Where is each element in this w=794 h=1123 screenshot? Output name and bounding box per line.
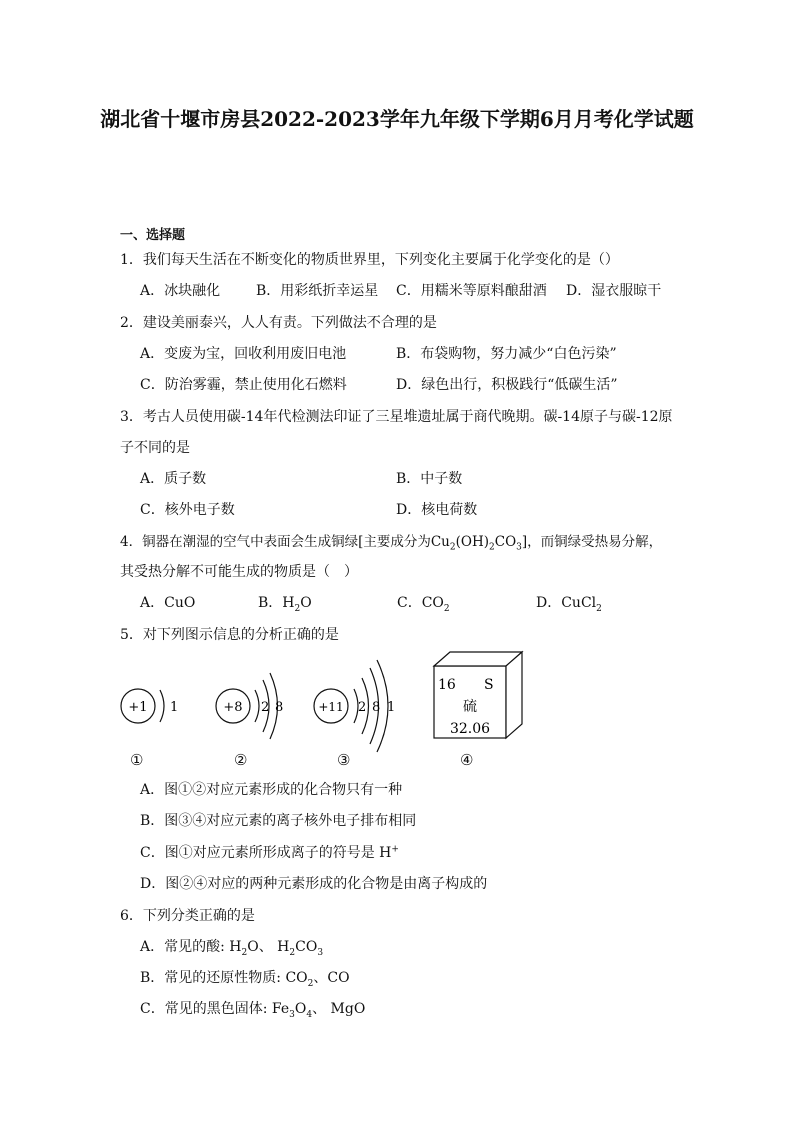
- q2-option-d: D．绿色出行，积极践行“低碳生活”: [396, 377, 618, 393]
- atom3-shell-3: 1: [387, 700, 396, 715]
- page-title: 湖北省十堰市房县2022-2023学年九年级下学期6月月考化学试题: [100, 107, 694, 131]
- q6-option-c: C．常见的黑色固体: $Fe_3O_4$、 MgO: [140, 1001, 366, 1020]
- q6-option-a: A．常见的酸: $H_2O$、 $H_2CO_3$: [140, 939, 324, 958]
- atom2-nucleus: +8: [223, 700, 243, 715]
- q1-option-d: D．湿衣服晾干: [566, 283, 662, 299]
- q2-option-a: A．变废为宝，回收利用废旧电池: [140, 346, 347, 362]
- question-3-stem-line1: 3．考古人员使用碳-14年代检测法印证了三星堆遗址属于商代晚期。碳-14原子与碳-12原: [120, 409, 673, 425]
- q3-option-a: A．质子数: [140, 471, 207, 487]
- q1-option-a: A．冰块融化: [140, 283, 221, 299]
- section-heading: 一、选择题: [120, 228, 186, 243]
- q4-option-c: C．$CO_2$: [397, 595, 450, 614]
- element-symbol: S: [484, 677, 494, 693]
- question-3-stem-line2: 子不同的是: [120, 440, 190, 456]
- element-atomic-mass: 32.06: [449, 721, 491, 737]
- q2-option-c: C．防治雾霾，禁止使用化石燃料: [140, 377, 347, 393]
- q5-option-c: C．图①对应元素所形成离子的符号是 H+: [140, 844, 399, 861]
- q1-option-c: C．用糯米等原料酿甜酒: [396, 283, 547, 299]
- q4-option-d: D．CuCl$_2$: [536, 595, 602, 614]
- q6-option-b: B．常见的还原性物质: $CO_2$、CO: [140, 970, 350, 989]
- question-4-stem-line1: 4．铜器在潮湿的空气中表面会生成铜绿[主要成分为$Cu_2(OH)_2CO_3$]，而铜绿受热易分解，: [120, 534, 663, 553]
- atom3-nucleus: +11: [318, 700, 344, 714]
- element-name: 硫: [463, 699, 477, 715]
- q5-option-d: D．图②④对应的两种元素形成的化合物是由离子构成的: [140, 876, 488, 892]
- atom3-shell-2: 8: [372, 700, 381, 715]
- question-1-stem: 1．我们每天生活在不断变化的物质世界里，下列变化主要属于化学变化的是（）: [120, 252, 619, 268]
- atom2-shell-2: 8: [275, 700, 284, 715]
- question-5-stem: 5．对下列图示信息的分析正确的是: [120, 627, 339, 643]
- element-atomic-number: 16: [438, 677, 456, 693]
- q1-option-b: B．用彩纸折幸运星: [256, 283, 379, 299]
- question-2-stem: 2．建设美丽泰兴，人人有责。下列做法不合理的是: [120, 315, 437, 331]
- atom3-shell-1: 2: [358, 700, 367, 715]
- q2-option-b: B．布袋购物，努力减少“白色污染”: [396, 346, 617, 362]
- figure-label-3: ③: [337, 751, 351, 769]
- element-card-sulfur: [432, 650, 527, 742]
- figure-label-4: ④: [460, 751, 474, 769]
- figure-label-2: ②: [234, 751, 248, 769]
- q3-option-c: C．核外电子数: [140, 502, 235, 518]
- atom1-nucleus: +1: [128, 700, 148, 715]
- atom2-shell-1: 2: [261, 700, 270, 715]
- atom1-shell-1: 1: [170, 700, 179, 715]
- q3-option-d: D．核电荷数: [396, 502, 478, 518]
- q4-option-a: A．CuO: [140, 595, 196, 611]
- question-4-stem-line2: 其受热分解不可能生成的物质是（ ）: [120, 564, 358, 580]
- atom-diagram-3: [311, 656, 411, 756]
- q3-option-b: B．中子数: [396, 471, 463, 487]
- q5-option-a: A．图①②对应元素形成的化合物只有一种: [140, 782, 403, 798]
- q5-option-b: B．图③④对应元素的离子核外电子排布相同: [140, 813, 417, 829]
- figure-label-1: ①: [130, 751, 144, 769]
- q4-option-b: B．$H_2O$: [258, 595, 312, 614]
- question-6-stem: 6．下列分类正确的是: [120, 908, 255, 924]
- atom-diagram-2: [213, 666, 303, 746]
- atom-diagram-1: [118, 676, 188, 736]
